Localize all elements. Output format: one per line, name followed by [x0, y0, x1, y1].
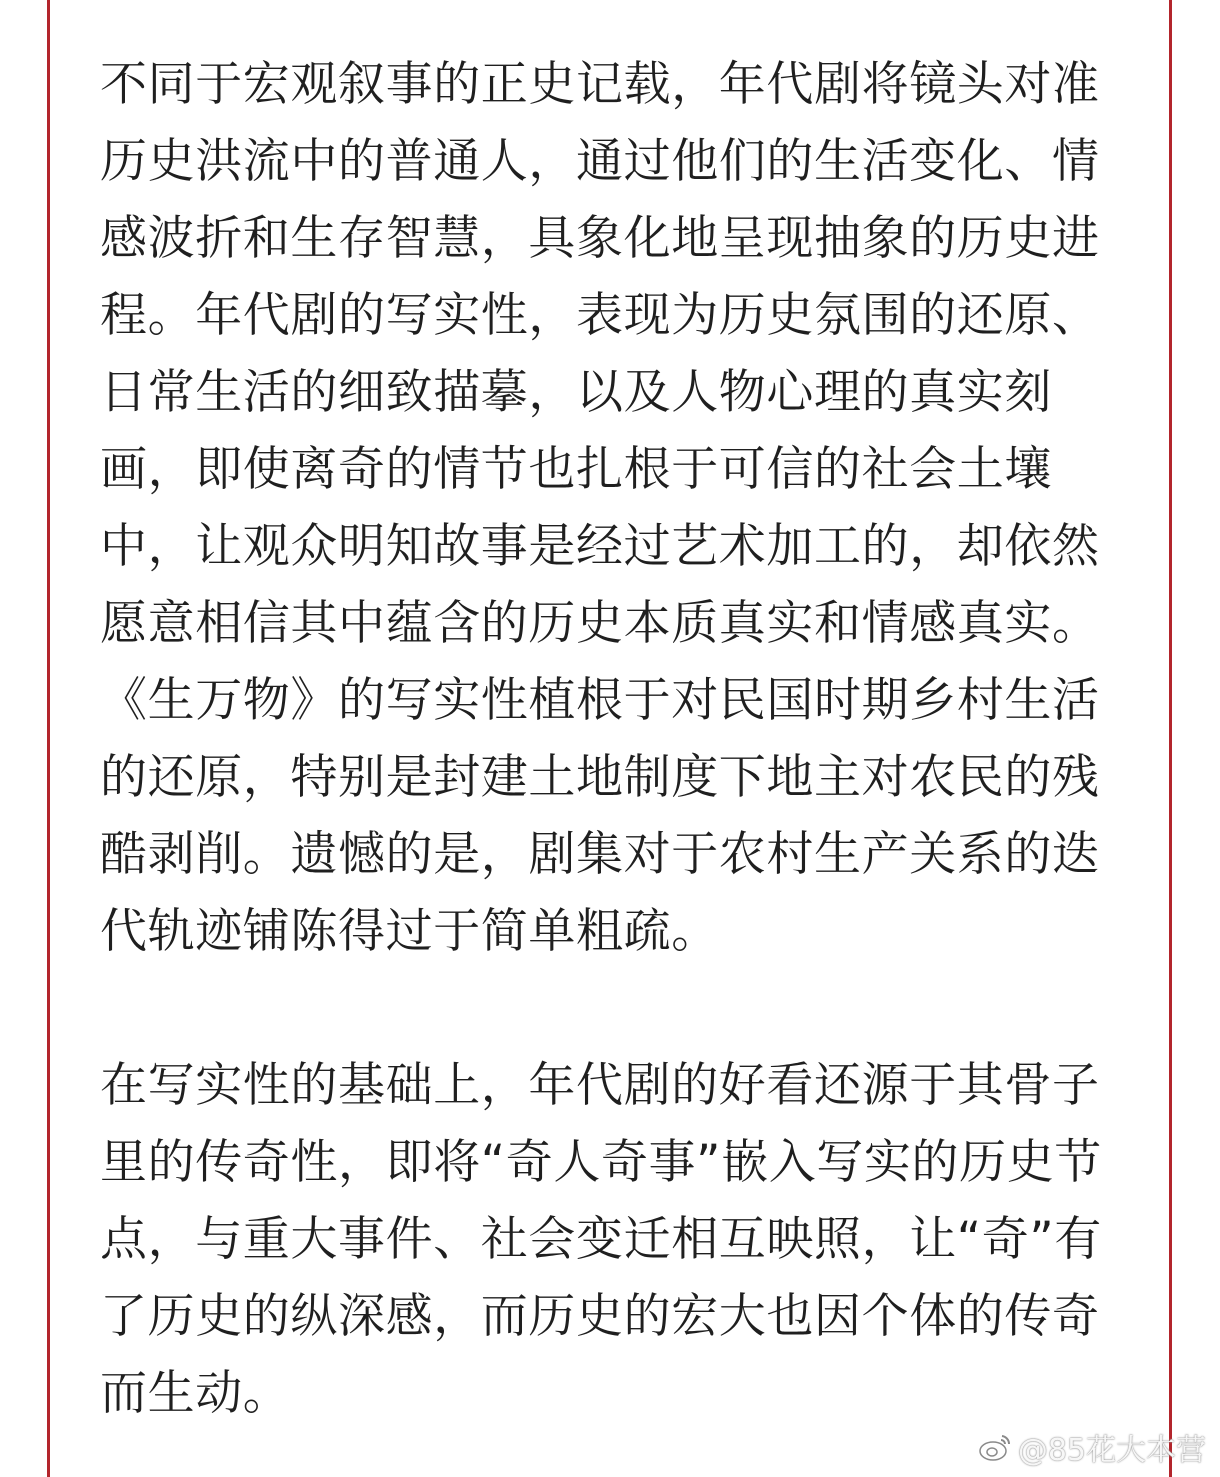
watermark-text: @85花大本营	[1017, 1433, 1206, 1468]
text-line: 里的传奇性，即将“奇人奇事”嵌入写实的历史节	[100, 1135, 1102, 1190]
weibo-icon	[978, 1432, 1012, 1462]
text-line: 而生动。	[100, 1366, 291, 1421]
weibo-watermark	[978, 1425, 1206, 1469]
text-line: 画，即使离奇的情节也扎根于可信的社会土壤	[100, 442, 1052, 497]
text-line: 中，让观众明知故事是经过艺术加工的，却依然	[100, 519, 1100, 574]
text-line: 愿意相信其中蕴含的历史本质真实和情感真实。	[100, 596, 1100, 651]
text-line: 了历史的纵深感，而历史的宏大也因个体的传奇	[100, 1289, 1100, 1344]
paragraph-2	[100, 1047, 1110, 1432]
text-line: 代轨迹铺陈得过于简单粗疏。	[100, 904, 719, 959]
paragraph-1	[100, 46, 1110, 970]
text-line: 感波折和生存智慧，具象化地呈现抽象的历史进	[100, 211, 1100, 266]
text-line: 的还原，特别是封建土地制度下地主对农民的残	[100, 750, 1100, 805]
text-line: 点，与重大事件、社会变迁相互映照，让“奇”有	[100, 1212, 1102, 1267]
text-line: 酷剥削。遗憾的是，剧集对于农村生产关系的迭	[100, 827, 1100, 882]
right-border-rule	[1169, 0, 1172, 1477]
text-line: 不同于宏观叙事的正史记载，年代剧将镜头对准	[100, 57, 1100, 112]
text-line: 日常生活的细致描摹，以及人物心理的真实刻	[100, 365, 1052, 420]
text-line: 程。年代剧的写实性，表现为历史氛围的还原、	[100, 288, 1100, 343]
text-line: 《生万物》的写实性植根于对民国时期乡村生活	[100, 673, 1100, 728]
left-border-rule	[47, 0, 50, 1477]
text-line: 在写实性的基础上，年代剧的好看还源于其骨子	[100, 1058, 1100, 1113]
text-line: 历史洪流中的普通人，通过他们的生活变化、情	[100, 134, 1100, 189]
article-body	[100, 46, 1110, 1432]
